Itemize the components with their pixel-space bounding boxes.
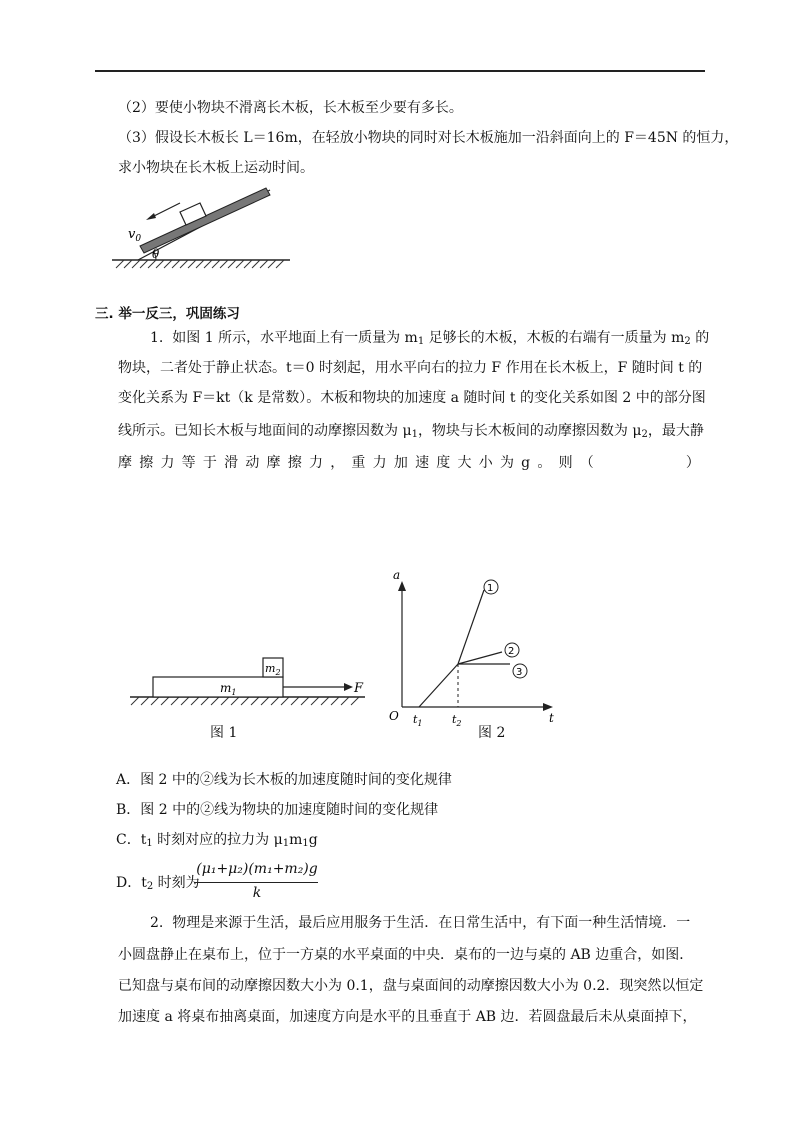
line-2 xyxy=(458,652,502,664)
q1-line5-char: 擦 xyxy=(287,455,302,471)
q1-line1: 1. 如图 1 所示，水平地面上有一质量为 $m_1$ 足够长的木板，木板的右端有一质量为 $m_2$ 的 xyxy=(150,330,710,347)
option-d-fraction-bar xyxy=(194,882,318,883)
q1-line5 xyxy=(118,453,700,473)
label-3: 3 xyxy=(516,667,523,678)
q1-line5-char xyxy=(622,453,636,473)
label-1: 1 xyxy=(487,583,494,594)
q2-line4: 加速度 a 将桌布抽离桌面，加速度方向是水平的且垂直于 AB 边．若圆盘最后未从桌面掉下， xyxy=(118,1009,697,1025)
q1-line5-char: 度 xyxy=(436,455,451,471)
long-board xyxy=(140,188,270,253)
q1-line5-char: 力 xyxy=(160,455,175,471)
q1-line5-char: 于 xyxy=(202,455,217,471)
q1-line5-char: ） xyxy=(685,455,700,471)
q1-line5-char: （ xyxy=(579,455,594,471)
q1-line5-char: 加 xyxy=(393,455,408,471)
q1-line5-char: 擦 xyxy=(139,455,154,471)
F-label: F xyxy=(354,681,364,696)
q1-line5-char: 等 xyxy=(181,455,196,471)
m1-label: $m_1$ xyxy=(220,681,237,697)
a-label: a xyxy=(393,568,401,582)
option-d-denominator: k xyxy=(252,885,262,901)
t1-label: $t_1$ xyxy=(413,713,423,727)
figure-2 xyxy=(385,565,565,727)
q1-line5-char xyxy=(601,453,615,473)
origin-label: O xyxy=(389,709,399,723)
header-rule xyxy=(95,70,705,72)
q1-line5-char xyxy=(665,453,679,473)
option-a: A．图 2 中的②线为长木板的加速度随时间的变化规律 xyxy=(116,772,452,788)
option-b: B．图 2 中的②线为物块的加速度随时间的变化规律 xyxy=(116,802,439,818)
q1-line5-char: 小 xyxy=(478,455,493,471)
option-d: D．$t_2$ 时刻为 xyxy=(116,875,200,892)
option-c: C．$t_1$ 时刻对应的拉力为 $\mu_1m_1g$ xyxy=(116,832,318,849)
section-title: 三. 举一反三，巩固练习 xyxy=(95,306,240,322)
q1-line4: 线所示。已知长木板与地面间的动摩擦因数为 $\mu_1$，物块与长木板间的动摩擦因数为 $\mu_2$，最大静 xyxy=(118,423,704,440)
incline-figure xyxy=(110,182,295,272)
figure-1-caption: 图 1 xyxy=(210,725,238,741)
q1-line5-char: 。 xyxy=(537,455,552,471)
q1-line5-char: 摩 xyxy=(266,455,281,471)
ground-hatching xyxy=(116,260,284,268)
figure-1 xyxy=(125,650,370,715)
q1-line5-char: 力 xyxy=(308,455,323,471)
theta-label: θ xyxy=(152,247,160,261)
board-m1 xyxy=(153,677,283,697)
q1-line5-char: 力 xyxy=(372,455,387,471)
q1-line3: 变化关系为 F＝kt（k 是常数）。木板和物块的加速度 a 随时间 t 的变化关系如图 2 中的部分图 xyxy=(118,390,706,406)
t-label: t xyxy=(549,711,554,725)
figure-2-caption: 图 2 xyxy=(478,725,506,741)
q1-line5-char: 摩 xyxy=(118,455,132,471)
q1-line2: 物块，二者处于静止状态。t＝0 时刻起，用水平向右的拉力 F 作用在长木板上，F 随时间 t 的 xyxy=(118,360,703,376)
q1-line5-char: 则 xyxy=(558,455,573,471)
q1-line5-char: 大 xyxy=(457,455,472,471)
q2-line1: 2. 物理是来源于生活，最后应用服务于生活．在日常生活中，有下面一种生活情境．一 xyxy=(150,915,691,931)
fig1-hatching xyxy=(131,697,359,705)
q1-line5-char: g xyxy=(521,455,531,471)
q-prev-part3-line1: （3）假设长木板长 L＝16m，在轻放小物块的同时对长木板施加一沿斜面向上的 F＝45N 的恒力， xyxy=(118,130,739,146)
q1-line5-char xyxy=(643,453,657,473)
v0-label: $v_0$ xyxy=(128,227,142,244)
q1-line5-char: 重 xyxy=(351,455,366,471)
q-prev-part2: （2）要使小物块不滑离长木板，长木板至少要有多长。 xyxy=(118,100,463,116)
q1-line5-char: 速 xyxy=(415,455,430,471)
label-2: 2 xyxy=(508,646,515,657)
q-prev-part3-line2: 求小物块在长木板上运动时间。 xyxy=(118,160,314,176)
q1-line5-char: 为 xyxy=(499,455,514,471)
q2-line2: 小圆盘静止在桌布上，位于一方桌的水平桌面的中央．桌布的一边与桌的 AB 边重合，如图． xyxy=(118,947,694,963)
q1-line5-char: ， xyxy=(330,455,345,471)
t2-label: $t_2$ xyxy=(452,713,462,727)
common-line xyxy=(419,664,458,707)
m2-label: $m_2$ xyxy=(265,662,281,677)
line-1 xyxy=(458,590,484,664)
q1-line5-char: 动 xyxy=(245,455,260,471)
q2-line3: 已知盘与桌布间的动摩擦因数大小为 0.1，盘与桌面间的动摩擦因数大小为 0.2．现突然以恒定 xyxy=(118,978,704,994)
option-d-numerator: (μ₁+μ₂)(m₁+m₂)g xyxy=(196,861,318,877)
q1-line5-char: 滑 xyxy=(224,455,239,471)
